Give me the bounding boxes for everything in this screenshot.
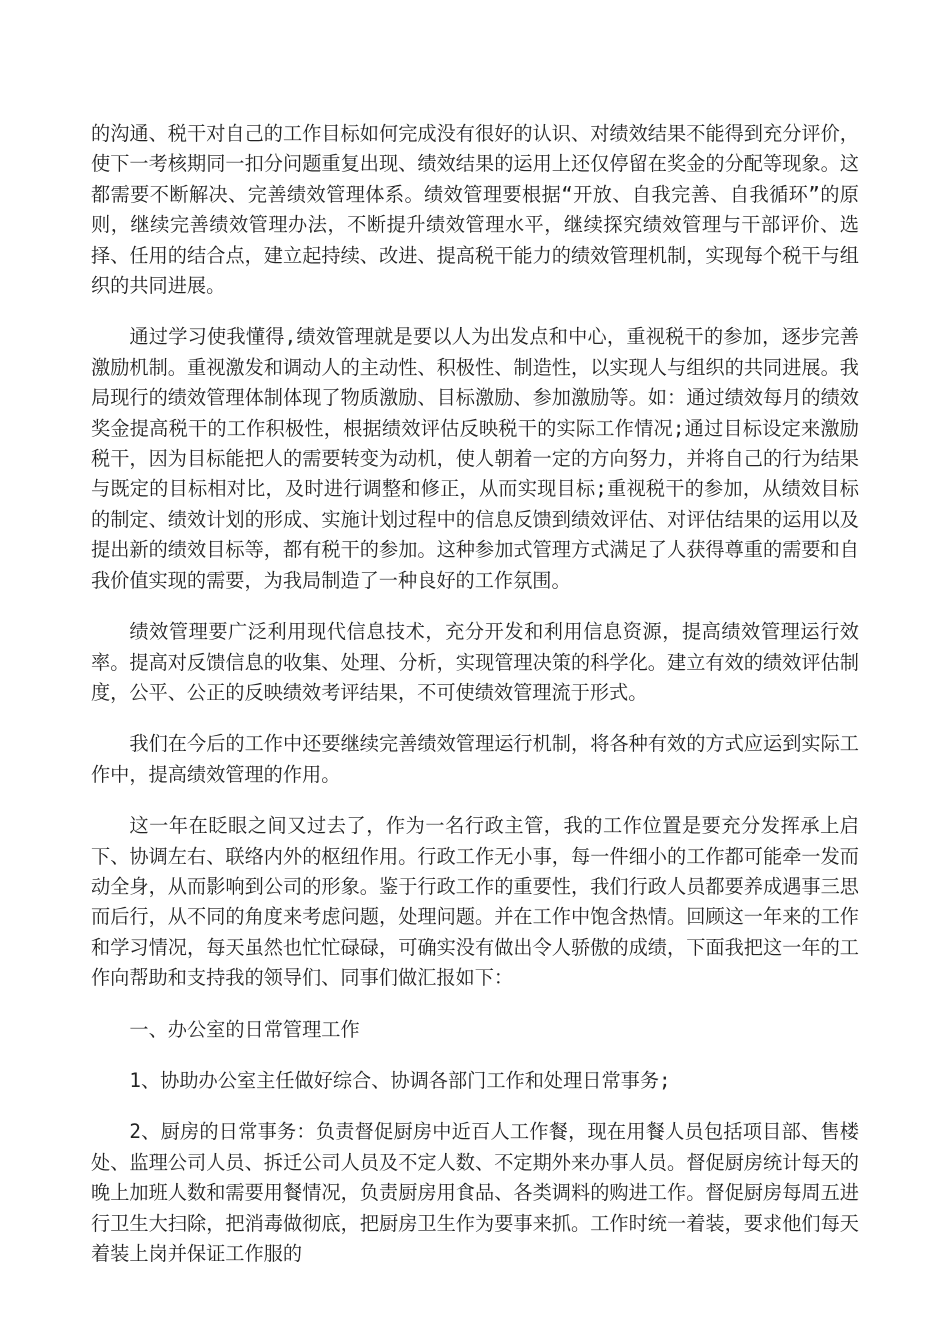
paragraph-2: 通过学习使我懂得,绩效管理就是要以人为出发点和中心，重视税干的参加，逐步完善激励机制。重视激发和调动人的主动性、积极性、制造性，以实现人与组织的共同进展。我局现行的绩效管理体制体现了物质激励、目标激励、参加激励等。如：通过绩效每月的绩效奖金提高税干的工作积极性，根据绩效评估反映税干的实际工作情况;通过目标设定来激励税干，因为目标能把人的需要转变为动机，使人朝着一定的方向努力，并将自己的行为结果与既定的目标相对比，及时进行调整和修正，从而实现目标;重视税干的参加，从绩效目标的制定、绩效计划的形成、实施计划过程中的信息反馈到绩效评估、对评估结果的运用以及提出新的绩效目标等，都有税干的参加。这种参加式管理方式满足了人获得尊重的需要和自我价值实现的需要，为我局制造了一种良好的工作氛围。 bbox=[91, 325, 859, 592]
section-heading: 一、办公室的日常管理工作 bbox=[129, 1017, 360, 1041]
paragraph-3: 绩效管理要广泛利用现代信息技术，充分开发和利用信息资源，提高绩效管理运行效率。提高对反馈信息的收集、处理、分析，实现管理决策的科学化。建立有效的绩效评估制度，公平、公正的反映绩效考评结果，不可使绩效管理流于形式。 bbox=[91, 620, 859, 704]
document-page bbox=[91, 119, 859, 1290]
paragraph-4: 我们在今后的工作中还要继续完善绩效管理运行机制，将各种有效的方式应运到实际工作中，提高绩效管理的作用。 bbox=[91, 732, 859, 786]
paragraph-5: 这一年在眨眼之间又过去了，作为一名行政主管，我的工作位置是要充分发挥承上启下、协调左右、联络内外的枢纽作用。行政工作无小事，每一件细小的工作都可能牵一发而动全身，从而影响到公司的形象。鉴于行政工作的重要性，我们行政人员都要养成遇事三思而后行，从不同的角度来考虑问题，处理问题。并在工作中饱含热情。回顾这一年来的工作和学习情况，每天虽然也忙忙碌碌，可确实没有做出令人骄傲的成绩，下面我把这一年的工作向帮助和支持我的领导们、同事们做汇报如下： bbox=[91, 814, 859, 990]
paragraph-item-1: 1、协助办公室主任做好综合、协调各部门工作和处理日常事务; bbox=[129, 1068, 671, 1092]
paragraph-1: 的沟通、税干对自己的工作目标如何完成没有很好的认识、对绩效结果不能得到充分评价，使下一考核期同一扣分问题重复出现、绩效结果的运用上还仅停留在奖金的分配等现象。这都需要不断解决、完善绩效管理体系。绩效管理要根据“开放、自我完善、自我循环”的原则，继续完善绩效管理办法，不断提升绩效管理水平，继续探究绩效管理与干部评价、选择、任用的结合点，建立起持续、改进、提高税干能力的绩效管理机制，实现每个税干与组织的共同进展。 bbox=[91, 122, 859, 298]
paragraph-item-2: 2、厨房的日常事务：负责督促厨房中近百人工作餐，现在用餐人员包括项目部、售楼处、监理公司人员、拆迁公司人员及不定人数、不定期外来办事人员。督促厨房统计每天的晚上加班人数和需要用餐情况，负责厨房用食品、各类调料的购进工作。督促厨房每周五进行卫生大扫除，把消毒做彻底，把厨房卫生作为要事来抓。工作时统一着装，要求他们每天着装上岗并保证工作服的 bbox=[91, 1120, 859, 1265]
